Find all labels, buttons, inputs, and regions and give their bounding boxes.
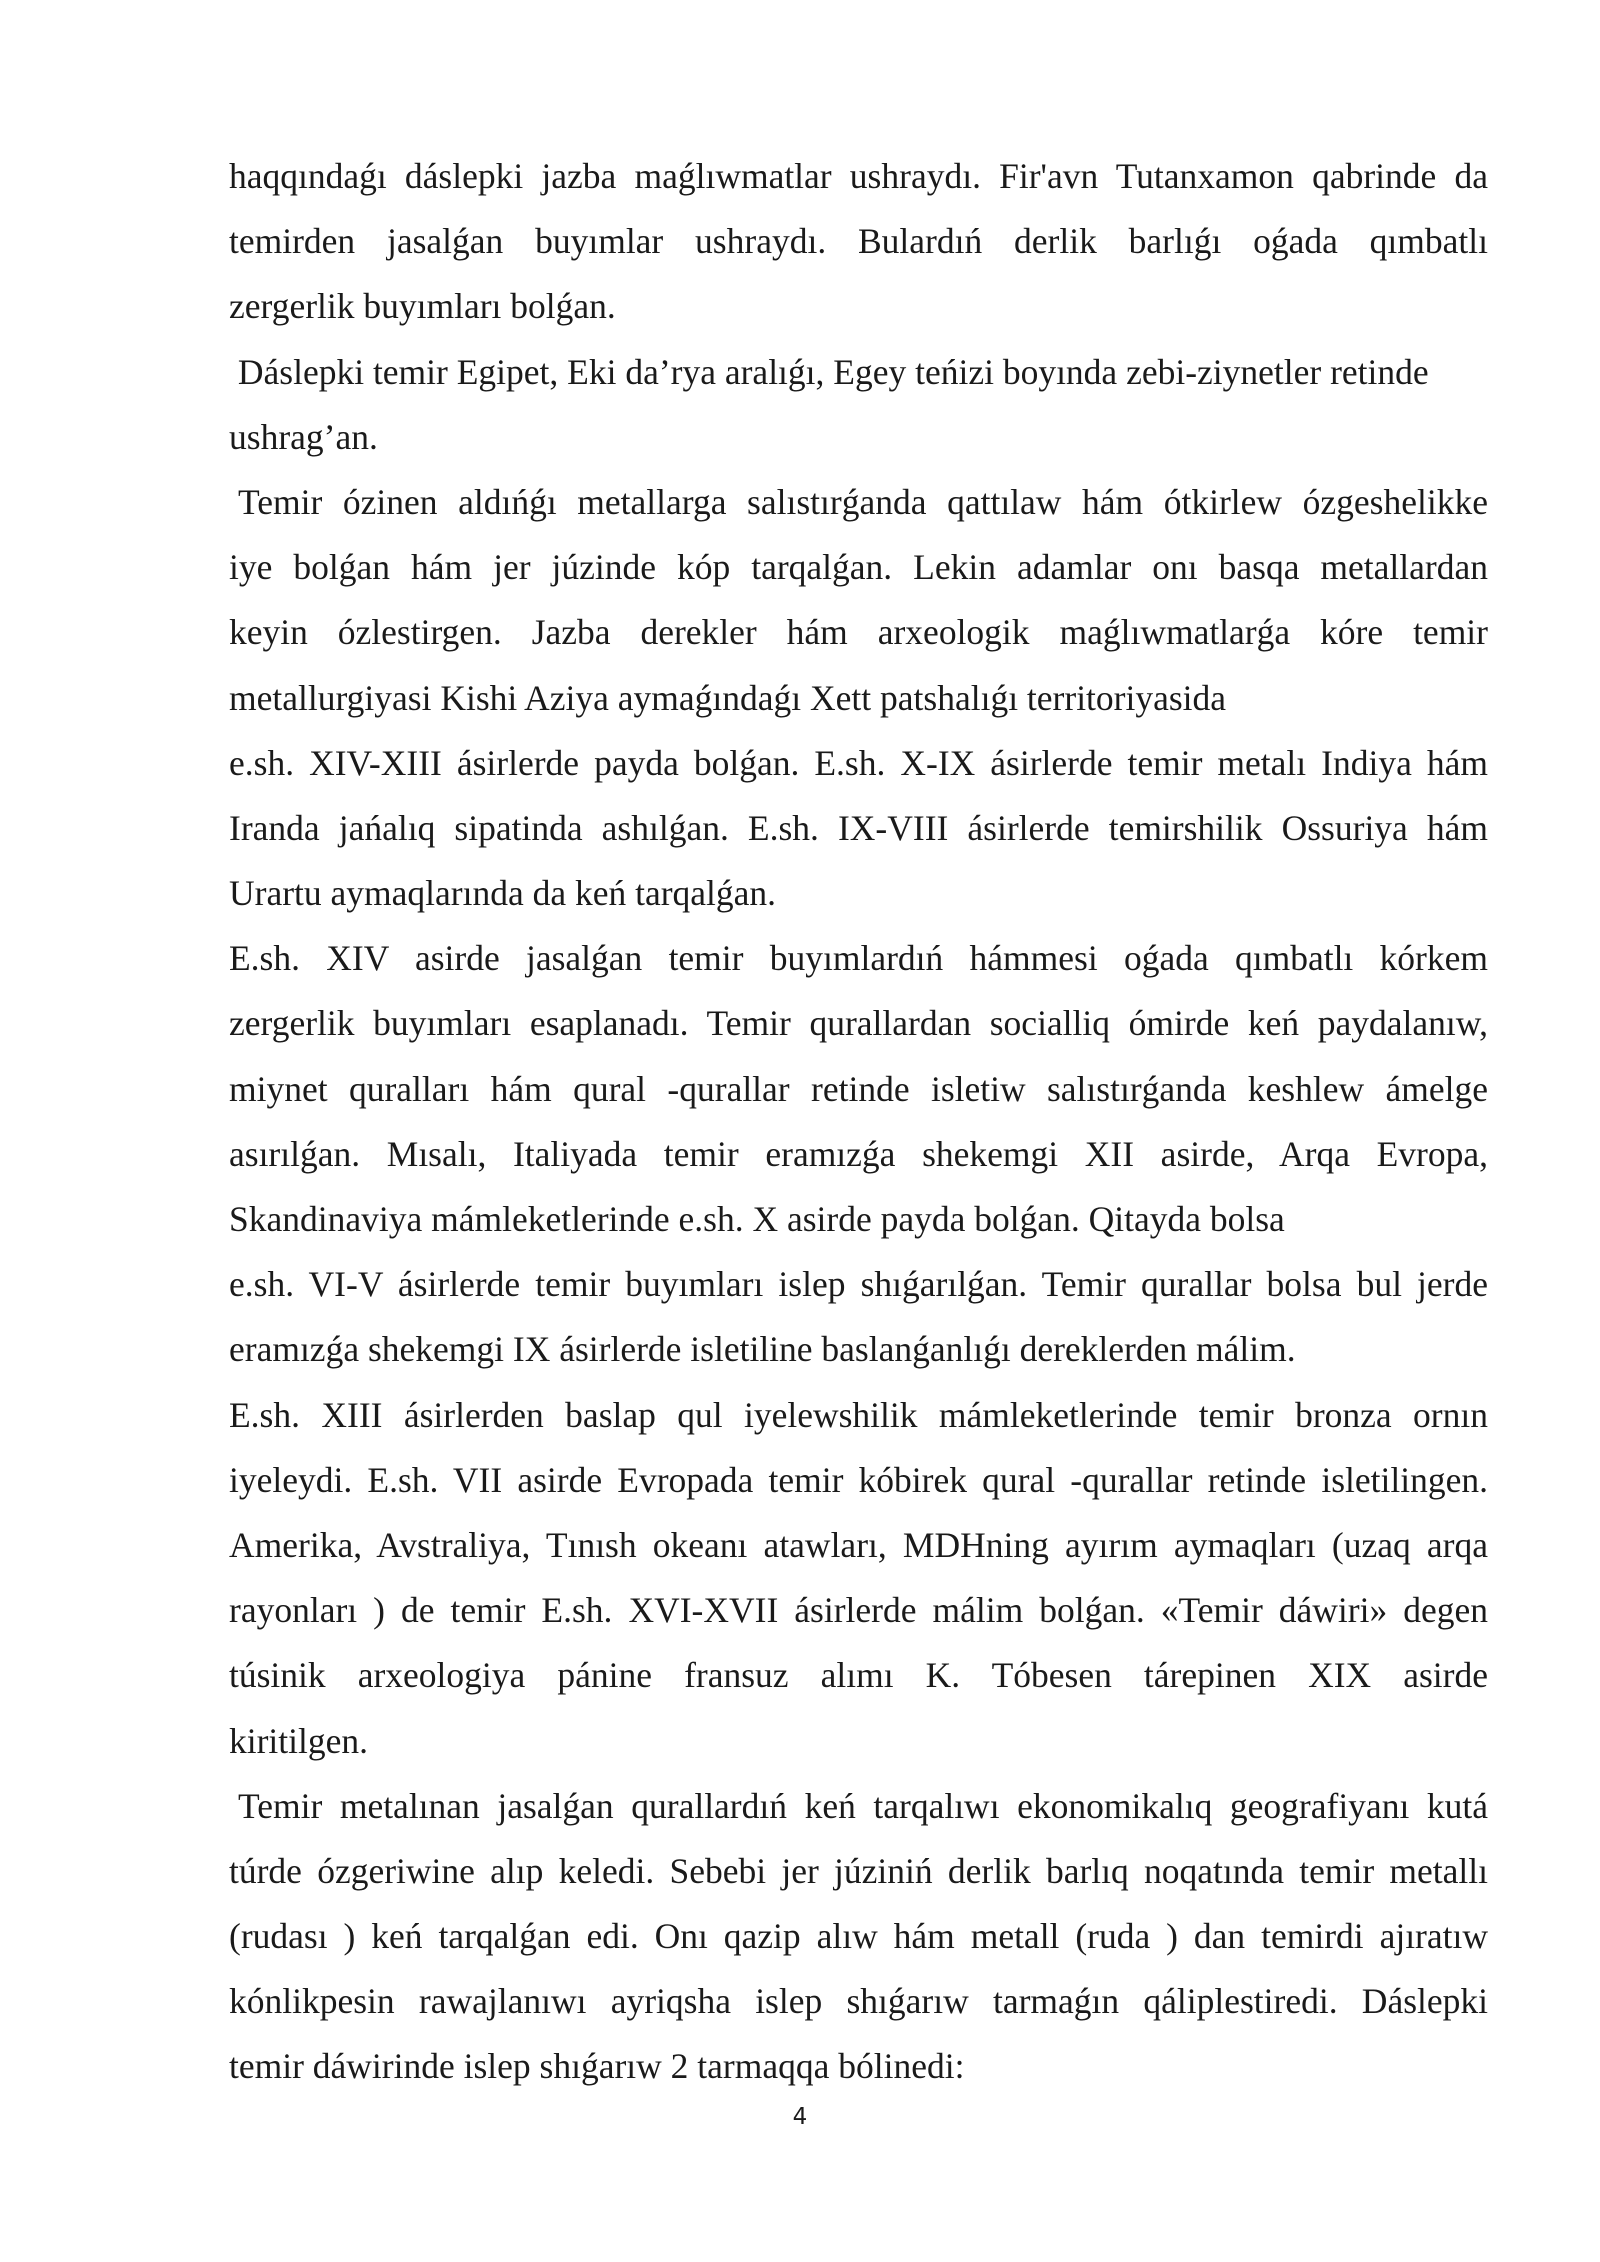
document-body — [229, 144, 1488, 2100]
text-line: Temir metalınan jasalǵan qurallardıń keń tarqalıwı ekonomikalıq geografiyanı kutá — [238, 1785, 1488, 1826]
text-line: E.sh. XIV asirde jasalǵan temir buyımlardıń hámmesi oǵada qımbatlı kórkem — [229, 938, 1488, 979]
text-line: Amerika, Avstraliya, Tınısh okeanı atawları, MDHning ayırım aymaqları (uzaq arqa — [229, 1524, 1488, 1565]
text-line: kiritilgen. — [229, 1720, 369, 1761]
text-line: E.sh. XIII ásirlerden baslap qul iyelewshilik mámleketlerinde temir bronza ornın — [229, 1394, 1488, 1435]
text-line: e.sh. VI-V ásirlerde temir buyımları islep shıǵarılǵan. Temir qurallar bolsa bul jerde — [229, 1264, 1488, 1305]
text-line: miynet quralları hám qural -qurallar retinde isletiw salıstırǵanda keshlew ámelge — [229, 1068, 1488, 1109]
text-line: Temir ózinen aldıńǵı metallarga salıstırǵanda qattılaw hám ótkirlew ózgeshelikke — [238, 481, 1488, 522]
text-line: iyeleydi. E.sh. VII asirde Evropada temir kóbirek qural -qurallar retinde isletilingen. — [229, 1459, 1488, 1500]
text-line: eramızǵa shekemgi IX ásirlerde isletiline baslanǵanlıǵı dereklerden málim. — [229, 1329, 1296, 1370]
text-line: Urartu aymaqlarında da keń tarqalǵan. — [229, 873, 777, 914]
text-line: (rudası ) keń tarqalǵan edi. Onı qazip alıw hám metall (ruda ) dan temirdi ajıratıw — [229, 1916, 1488, 1957]
text-line: ushrag’an. — [229, 416, 378, 457]
text-line: keyin ózlestirgen. Jazba derekler hám arxeologik maǵlıwmatlarǵa kóre temir — [229, 612, 1488, 653]
text-line: Dáslepki temir Egipet, Eki da’rya aralıǵı, Egey teńizi boyında zebi-ziynetler retinde — [229, 351, 1429, 392]
text-line: iye bolǵan hám jer júzinde kóp tarqalǵan. Lekin adamlar onı basqa metallardan — [229, 547, 1488, 588]
text-line: temir dáwirinde islep shıǵarıw 2 tarmaqqa bólinedi: — [229, 2046, 965, 2087]
text-line: zergerlik buyımları esaplanadı. Temir qurallardan socialliq ómirde keń paydalanıw, — [229, 1003, 1488, 1044]
text-line: Skandinaviya mámleketlerinde e.sh. X asirde payda bolǵan. Qitayda bolsa — [229, 1199, 1285, 1239]
text-line: e.sh. XIV-XIII ásirlerde payda bolǵan. E.sh. X-IX ásirlerde temir metalı Indiya hám — [229, 742, 1488, 783]
text-line: zergerlik buyımları bolǵan. — [229, 286, 616, 327]
text-line: haqqındaǵı dáslepki jazba maǵlıwmatlar ushraydı. Fir'avn Tutanxamon qabrinde da — [229, 156, 1488, 196]
text-line: rayonları ) de temir E.sh. XVI-XVII ásirlerde málim bolǵan. «Temir dáwiri» degen — [229, 1590, 1488, 1631]
text-line: temirden jasalǵan buyımlar ushraydı. Bulardıń derlik barlıǵı oǵada qımbatlı — [229, 221, 1488, 262]
text-line: túsinik arxeologiya pánine fransuz alımı K. Tóbesen tárepinen XIX asirde — [229, 1655, 1488, 1696]
text-line: túrde ózgeriwine alıp keledi. Sebebi jer júziniń derlik barlıq noqatında temir metallı — [229, 1850, 1488, 1891]
text-line: kónlikpesin rawajlanıwı ayriqsha islep shıǵarıw tarmaǵın qáliplestiredi. Dáslepki — [229, 1981, 1488, 2022]
page-number: 4 — [792, 2104, 808, 2130]
text-line: Iranda jańalıq sipatinda ashılǵan. E.sh. IX-VIII ásirlerde temirshilik Ossuriya hám — [229, 807, 1488, 848]
text-line: asırılǵan. Mısalı, Italiyada temir eramızǵa shekemgi XII asirde, Arqa Evropa, — [229, 1133, 1488, 1174]
text-line: metallurgiyasi Kishi Aziya aymaǵındaǵı Xett patshalıǵı territoriyasida — [229, 677, 1227, 718]
